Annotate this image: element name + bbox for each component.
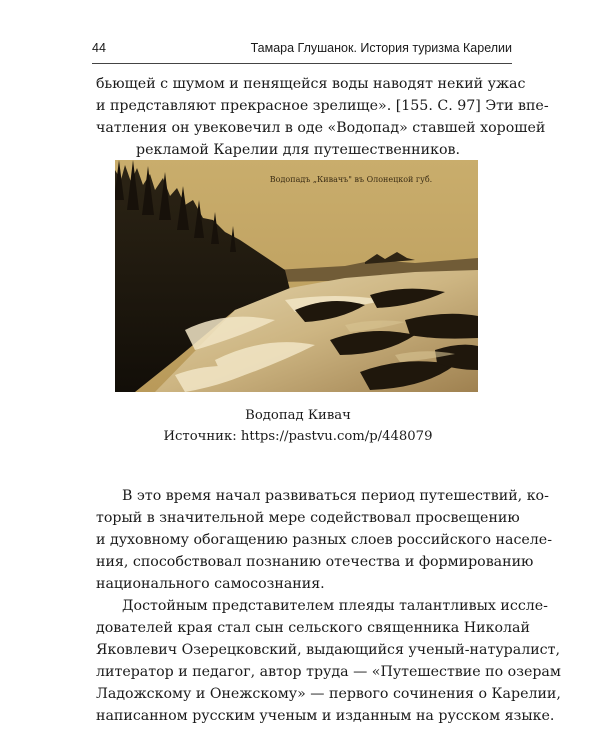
text-line: литератор и педагог, автор труда — «Путешествие по озерам bbox=[96, 664, 561, 680]
text-line: чатления он увековечил в оде «Водопад» ставшей хорошей bbox=[96, 120, 546, 136]
postcard-caption: Водопадъ „Кивачъ" въ Олонецкой губ. bbox=[269, 175, 433, 184]
text-line: В это время начал развиваться период путешествий, ко- bbox=[122, 488, 549, 504]
text-line: Яковлевич Озерецковский, выдающийся ученый-натуралист, bbox=[96, 642, 560, 658]
text-line: национального самосознания. bbox=[96, 576, 325, 592]
caption-title: Водопад Кивач bbox=[245, 408, 351, 423]
text-line: Достойным представителем плеяды талантливых иссле- bbox=[122, 598, 548, 614]
text-line: написанном русским ученым и изданным на русском языке. bbox=[96, 708, 555, 724]
text-line: торый в значительной мере содействовал просвещению bbox=[96, 510, 520, 526]
page-number: 44 bbox=[92, 41, 106, 55]
paragraph-2 bbox=[96, 595, 561, 727]
running-title: Тамара Глушанок. История туризма Карелии bbox=[250, 41, 512, 55]
text-line: и представляют прекрасное зрелище». [155. С. 97] Эти впе- bbox=[96, 98, 549, 114]
text-line: Ладожскому и Онежскому» — первого сочинения о Карелии, bbox=[96, 686, 561, 702]
text-line: дователей края стал сын сельского священника Николай bbox=[96, 620, 530, 636]
text-line: рекламой Карелии для путешественников. bbox=[135, 142, 460, 158]
paragraph-1 bbox=[96, 485, 553, 595]
intro-text bbox=[96, 73, 549, 161]
text-line: бьющей с шумом и пенящейся воды наводят некий ужас bbox=[96, 76, 526, 92]
text-line: ния, способствовал познанию отечества и формированию bbox=[96, 554, 534, 570]
figure-caption bbox=[96, 405, 500, 447]
text-line: и духовному обогащению разных слоев российского населе- bbox=[96, 532, 553, 548]
waterfall-postcard-image bbox=[115, 160, 478, 392]
page-header bbox=[92, 41, 512, 64]
caption-source: Источник: https://pastvu.com/p/448079 bbox=[163, 429, 433, 444]
